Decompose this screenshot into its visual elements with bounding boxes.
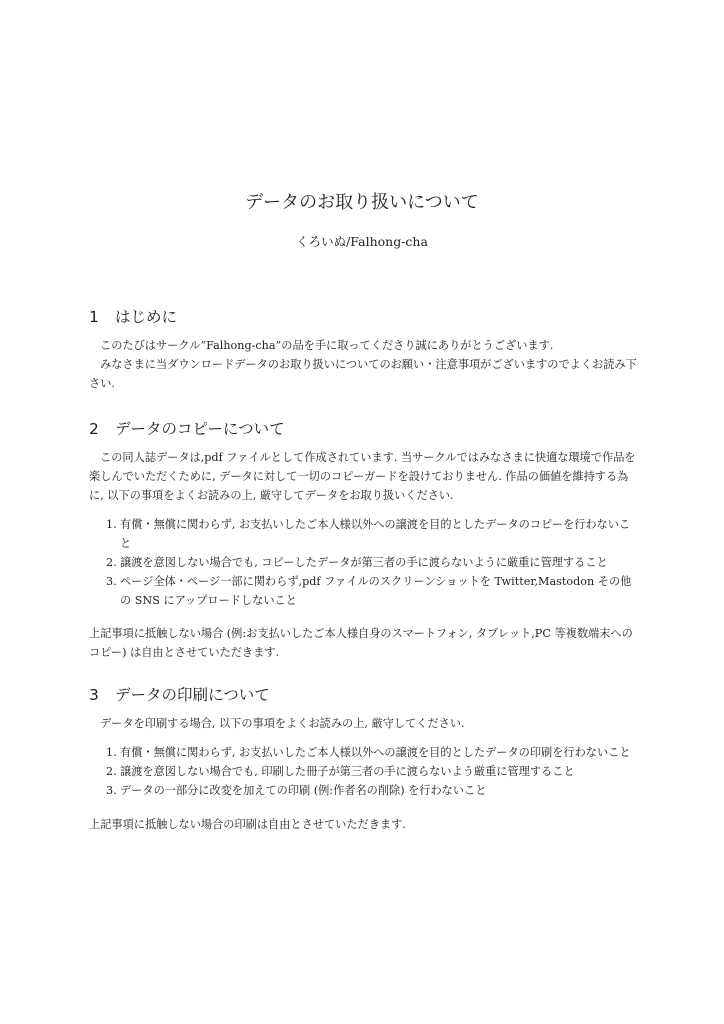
document-title: データのお取り扱いについて xyxy=(245,192,479,213)
list-item xyxy=(89,743,637,762)
section-title: データの印刷について xyxy=(115,686,270,704)
section-2-heading xyxy=(89,417,285,439)
section-2-outro xyxy=(89,624,637,662)
paragraph: 上記事項に抵触しない場合の印刷は自由とさせていただきます. xyxy=(89,818,406,831)
section-title: はじめに xyxy=(115,308,178,326)
list-text: ページ全体・ページ一部に関わらず,pdf ファイルのスクリーンショットを Twitter,Mastodon その他の SNS にアップロードしないこと xyxy=(120,575,632,607)
list-item xyxy=(89,762,637,781)
list-number: 1. xyxy=(106,518,117,531)
document-author: くろいぬ/Falhong-cha xyxy=(296,234,428,249)
section-3-heading xyxy=(89,683,270,705)
list-number: 2. xyxy=(106,765,117,778)
section-3-outro xyxy=(89,815,637,834)
list-item xyxy=(89,515,637,553)
section-2-list xyxy=(89,515,637,610)
paragraph: この同人誌データは,pdf ファイルとして作成されています. 当サークルではみなさまに快適な環境で作品を楽しんでいただくために, データに対して一切のコピーガードを設けておりません. 作品の価値を維持する為に, 以下の事項をよくお読みの上, 厳守してデータをお取り扱いください. xyxy=(89,451,636,502)
paragraph: 上記事項に抵触しない場合 (例:お支払いしたご本人様自身のスマートフォン, タブレット,PC 等複数端末へのコピー) は自由とさせていただきます. xyxy=(89,627,633,659)
section-number: 1 xyxy=(89,308,99,326)
list-item xyxy=(89,781,637,800)
list-text: 有償・無償に関わらず, お支払いしたご本人様以外への譲渡を目的としたデータのコピーを行わないこと xyxy=(120,518,631,550)
list-text: 有償・無償に関わらず, お支払いしたご本人様以外への譲渡を目的としたデータの印刷を行わないこと xyxy=(120,746,631,759)
list-item xyxy=(89,572,637,610)
section-number: 2 xyxy=(89,420,99,438)
section-1-body xyxy=(89,336,637,393)
section-2-intro xyxy=(89,448,637,505)
list-text: 譲渡を意図しない場合でも, コピーしたデータが第三者の手に渡らないように厳重に管理すること xyxy=(120,556,608,569)
list-number: 1. xyxy=(106,746,117,759)
paragraph: みなさまに当ダウンロードデータのお取り扱いについてのお願い・注意事項がございますのでよくお読み下さい. xyxy=(89,358,637,390)
list-number: 2. xyxy=(106,556,117,569)
list-number: 3. xyxy=(106,575,117,588)
paragraph: このたびはサークル“Falhong-cha”の品を手に取ってくださり誠にありがとうございます. xyxy=(100,339,554,352)
list-number: 3. xyxy=(106,784,117,797)
section-title: データのコピーについて xyxy=(115,420,285,438)
list-item xyxy=(89,553,637,572)
paragraph: データを印刷する場合, 以下の事項をよくお読みの上, 厳守してください. xyxy=(100,717,465,730)
section-3-list xyxy=(89,743,637,800)
list-text: データの一部分に改変を加えての印刷 (例:作者名の削除) を行わないこと xyxy=(120,784,487,797)
section-1-heading xyxy=(89,305,177,327)
list-text: 譲渡を意図しない場合でも, 印刷した冊子が第三者の手に渡らないよう厳重に管理すること xyxy=(120,765,575,778)
section-3-intro xyxy=(89,714,637,733)
section-number: 3 xyxy=(89,686,99,704)
